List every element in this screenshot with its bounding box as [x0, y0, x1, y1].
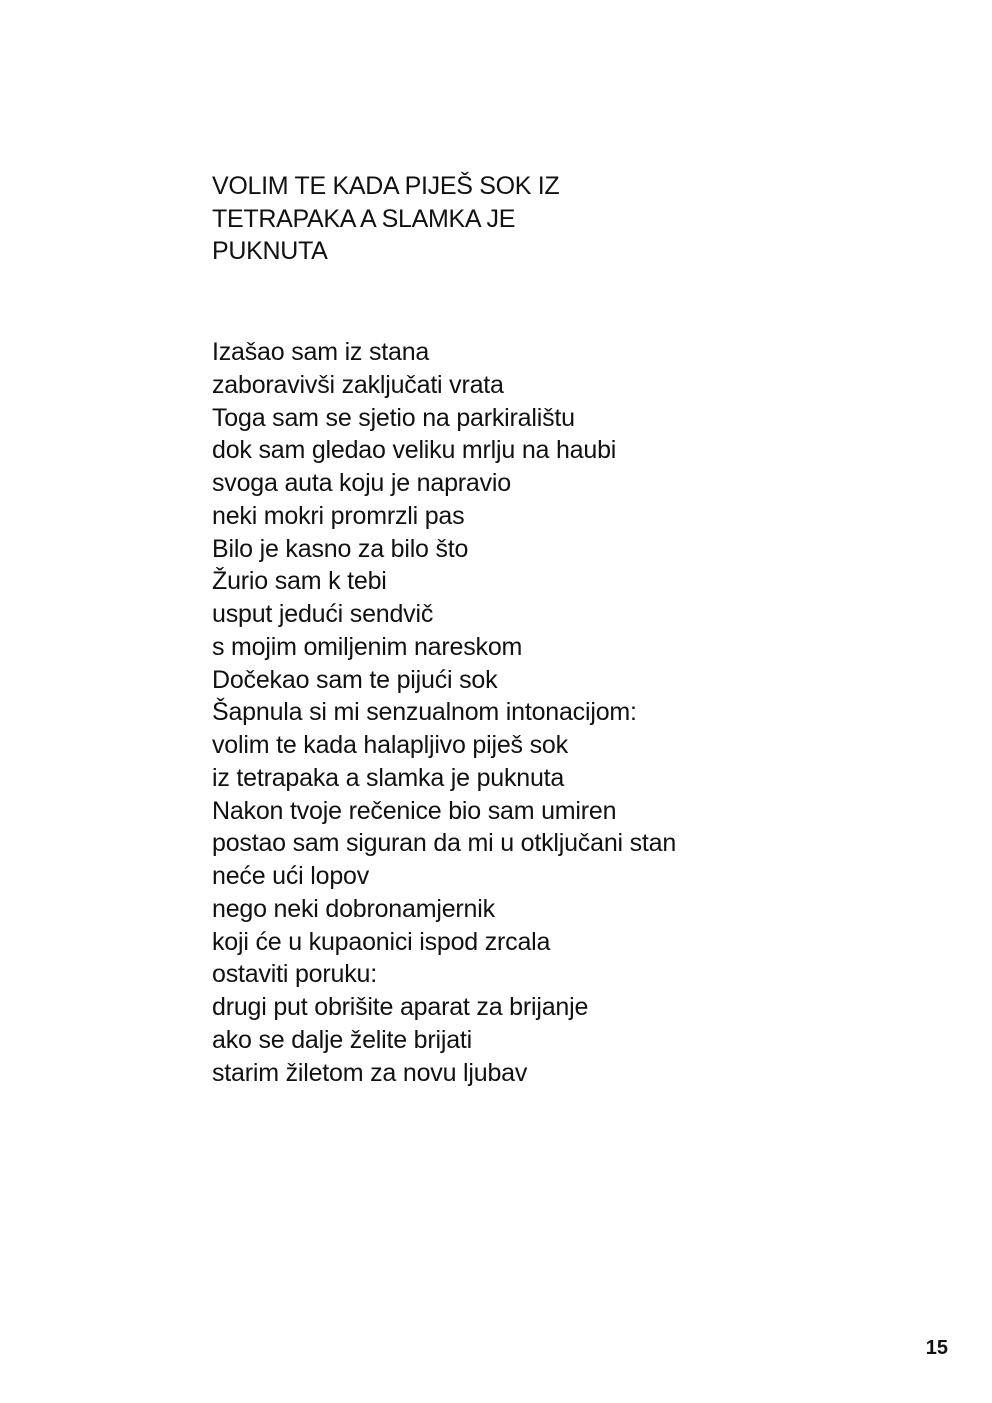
poem-line: nego neki dobronamjernik — [212, 894, 495, 923]
poem-line: s mojim omiljenim nareskom — [212, 632, 523, 661]
poem-line: Toga sam se sjetio na parkiralištu — [212, 403, 575, 432]
poem-line: iz tetrapaka a slamka je puknuta — [212, 763, 565, 792]
poem-line: Izašao sam iz stana — [212, 338, 430, 366]
poem-line: Žurio sam k tebi — [212, 567, 387, 596]
poem-title-line: VOLIM TE KADA PIJEŠ SOK IZ — [212, 172, 560, 200]
poem-title-line: PUKNUTA — [212, 237, 328, 265]
poem-line: svoga auta koju je napravio — [212, 469, 511, 497]
poem-line: neće ući lopov — [212, 862, 370, 890]
poem-line: ako se dalje želite brijati — [212, 1025, 473, 1054]
poem-line: Šapnula si mi senzualnom intonacijom: — [212, 698, 637, 727]
poem-line: usput jedući sendvič — [212, 600, 434, 628]
poem-line: neki mokri promrzli pas — [212, 501, 465, 530]
poem-line: postao sam siguran da mi u otključani stan — [212, 829, 677, 858]
poem-body — [212, 336, 772, 1089]
poem-title-line: TETRAPAKA A SLAMKA JE — [212, 204, 516, 233]
page-number: 15 — [925, 1337, 948, 1359]
poem-line: volim te kada halapljivo piješ sok — [212, 731, 568, 759]
poem-line: ostaviti poruku: — [212, 960, 377, 989]
poem-line: Nakon tvoje rečenice bio sam umiren — [212, 796, 617, 825]
poem-line: drugi put obrišite aparat za brijanje — [212, 993, 589, 1021]
poem-title — [212, 170, 632, 268]
poem-line: Dočekao sam te pijući sok — [212, 665, 498, 694]
poem-line: starim žiletom za novu ljubav — [212, 1058, 528, 1087]
poem-line: Bilo je kasno za bilo što — [212, 534, 469, 563]
poem-line: zaboravivši zaključati vrata — [212, 370, 504, 399]
poem-line: koji će u kupaonici ispod zrcala — [212, 927, 551, 956]
poem-line: dok sam gledao veliku mrlju na haubi — [212, 436, 617, 465]
